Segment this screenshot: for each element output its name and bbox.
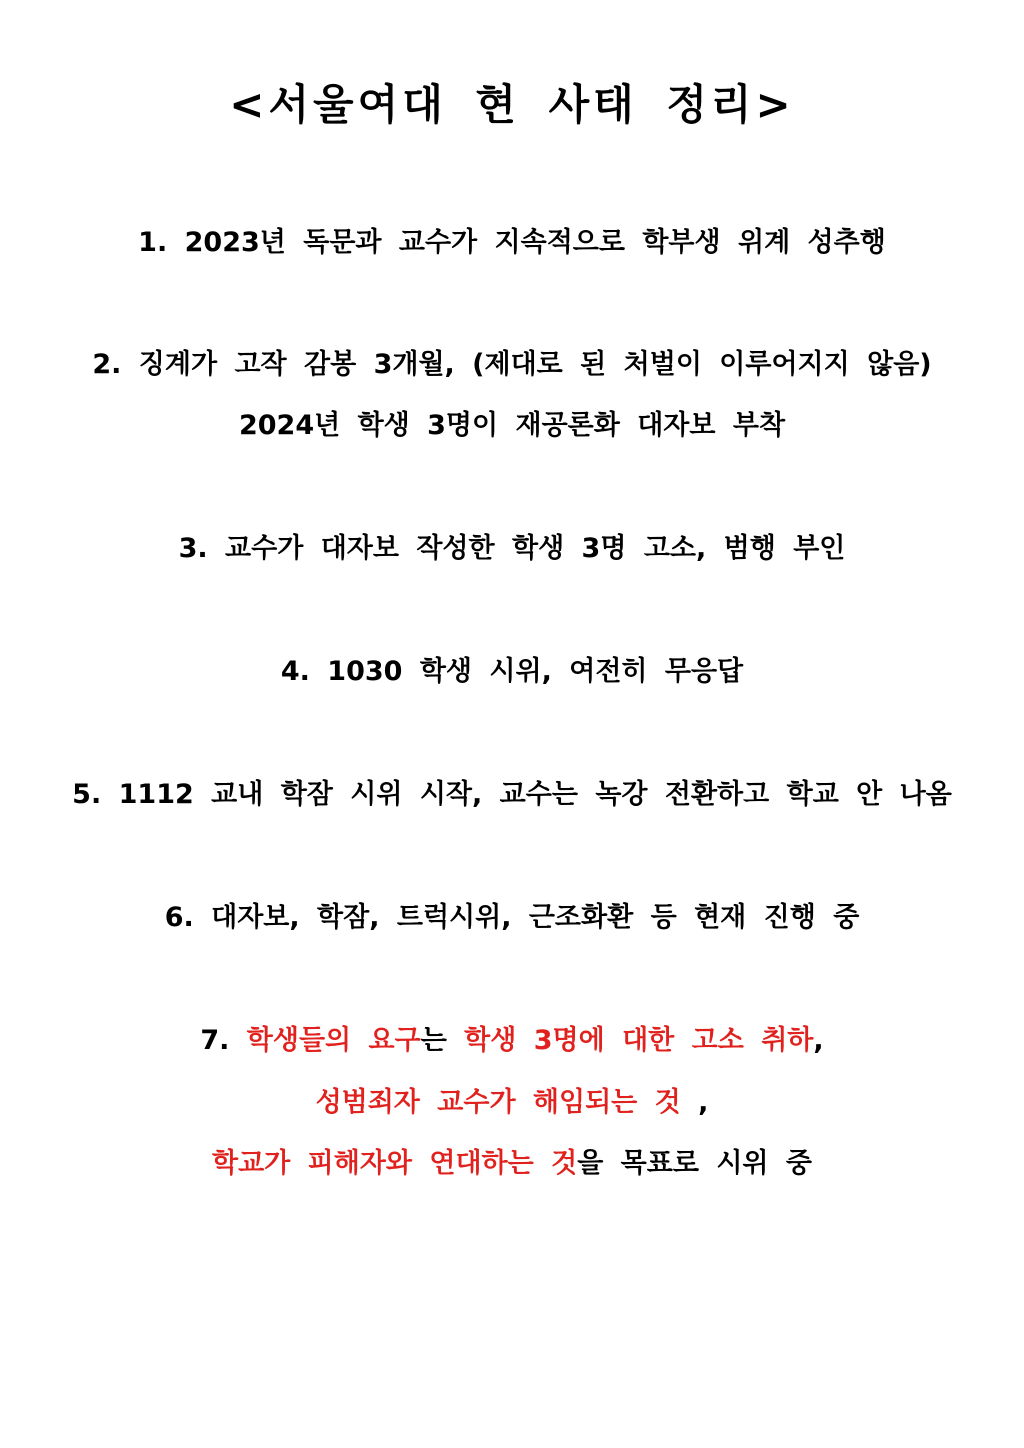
item-7-line-1 <box>0 1018 1024 1057</box>
item-7-line-2 <box>0 1080 1024 1119</box>
item-3: 3. 교수가 대자보 작성한 학생 3명 고소, 범행 부인 <box>178 533 846 564</box>
item-1: 1. 2023년 독문과 교수가 지속적으로 학부생 위계 성추행 <box>138 227 886 258</box>
item-7-line-3 <box>0 1141 1024 1180</box>
demand-dismissal: 성범죄자 교수가 해임되는 것 <box>315 1087 681 1118</box>
item-2-line-1: 2. 징계가 고작 감봉 3개월, (제대로 된 처벌이 이루어지지 않음) <box>92 349 932 380</box>
demand-withdraw-complaint: 학생 3명에 대한 고소 취하 <box>464 1025 814 1056</box>
item-7-number: 7. <box>200 1025 247 1056</box>
demand-label: 학생들의 요구 <box>246 1025 421 1056</box>
item-4: 4. 1030 학생 시위, 여전히 무응답 <box>280 656 744 687</box>
demand-solidarity: 학교가 피해자와 연대하는 것 <box>212 1148 578 1179</box>
item-5: 5. 1112 교내 학잠 시위 시작, 교수는 녹강 전환하고 학교 안 나옴 <box>72 779 952 810</box>
comma: , <box>813 1025 824 1056</box>
item-2-line-2: 2024년 학생 3명이 재공론화 대자보 부착 <box>238 410 786 441</box>
item-6: 6. 대자보, 학잠, 트럭시위, 근조화환 등 현재 진행 중 <box>164 902 860 933</box>
protest-goal-text: 을 목표로 시위 중 <box>577 1148 812 1179</box>
particle: 는 <box>420 1025 465 1056</box>
page-title: <서울여대 현 사태 정리> <box>229 80 795 129</box>
comma: , <box>680 1087 709 1118</box>
